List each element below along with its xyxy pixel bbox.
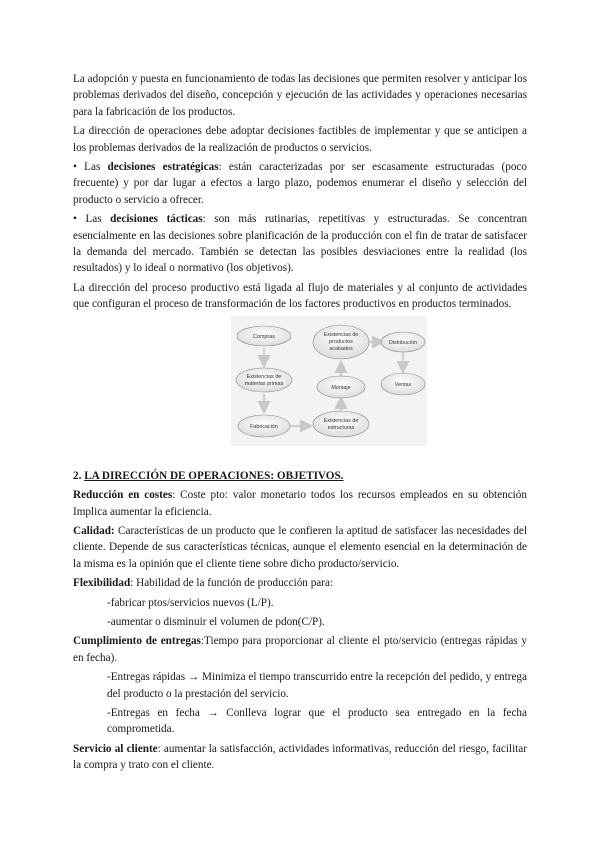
term-calidad: Calidad: — [73, 524, 115, 537]
term-servicio: Servicio al cliente — [73, 742, 158, 755]
paragraph-strategic — [73, 159, 527, 208]
term-costes: Reducción en costes — [73, 489, 173, 502]
node-existencias-pt — [313, 325, 369, 359]
servicio-text: : aumentar la satisfacción, actividades informativas, reducción del riesgo, facilitar la compra y trato con el cliente. — [73, 742, 527, 772]
strategic-text: : están caracterizadas por ser escasamente estructuradas (poco frecuente) y por dar lugar a efectos a largo plazo, podemos enumerar el diseño y selección del producto o servicio a ofrecer. — [73, 161, 527, 206]
paragraph-process: La dirección del proceso productivo está ligada al flujo de materiales y al conjunto de actividades que configuran el proceso de transformación de los factores productivos en productos terminados. — [73, 281, 527, 311]
node-existencias-mp — [236, 368, 292, 392]
node-distribucion-label: Distribución — [388, 339, 418, 346]
term-tactical: decisiones tácticas — [110, 213, 203, 226]
objective-costes — [73, 487, 527, 520]
paragraph-intro: La adopción y puesta en funcionamiento de todas las decisiones que permiten resolver y anticipar los problemas derivados del diseño, concepción y ejecución de las actividades y operaciones necesarias para la fabricación de los productos. — [73, 73, 527, 118]
node-fabricacion — [238, 415, 290, 437]
bullet-prefix: • Las — [73, 213, 111, 226]
section-2-title: LA DIRECCIÓN DE OPERACIONES: OBJETIVOS. — [84, 469, 344, 482]
node-existencias-est — [313, 411, 369, 437]
diagram-svg — [231, 316, 427, 446]
production-flow-diagram — [231, 316, 427, 446]
paragraph-decisions: La dirección de operaciones debe adoptar decisiones factibles de implementar y que se anticipen a los problemas derivados de la realización de productos o servicios. — [73, 125, 527, 154]
bullet-prefix: • Las — [73, 161, 108, 174]
node-existencias-est-label-1: Existencias de — [323, 417, 359, 424]
term-flexibilidad: Flexibilidad — [73, 577, 131, 590]
node-existencias-mp-label-2: materias primas — [244, 380, 284, 387]
entregas-item-2: -Entregas en fecha → Conlleva lograr que el producto sea entregado en la fecha comprometida. — [107, 706, 527, 736]
document-page — [73, 71, 527, 777]
node-montaje-label: Montaje — [331, 384, 351, 391]
node-ventas — [381, 373, 425, 395]
node-existencias-est-label-2: estructuras — [327, 424, 355, 431]
node-existencias-pt-label-2: productos — [329, 338, 353, 345]
production-flow-diagram-wrap — [73, 316, 527, 448]
node-distribucion — [381, 332, 425, 352]
node-ventas-label: Ventas — [394, 381, 412, 388]
flexibilidad-item-1: -fabricar ptos/servicios nuevos (L/P). — [107, 596, 274, 609]
objective-calidad — [73, 523, 527, 572]
term-strategic: decisiones estratégicas — [107, 161, 219, 174]
costes-text: : Coste pto: valor monetario todos los recursos empleados en su obtención Implica aumentar la eficiencia. — [73, 489, 527, 518]
node-montaje — [317, 376, 365, 398]
flexibilidad-item-2: -aumentar o disminuir el volumen de pdon(C/P). — [107, 615, 325, 628]
term-entregas: Cumplimiento de entregas — [73, 635, 201, 648]
objective-entregas — [73, 633, 527, 666]
entregas-item-1: -Entregas rápidas → Minimiza el tiempo transcurrido entre la recepción del pedido, y entrega del producto o la prestación del servicio. — [107, 671, 527, 700]
objective-flexibilidad — [73, 575, 527, 591]
tactical-text: : son más rutinarias, repetitivas y estructuradas. Se concentran esencialmente en las decisiones sobre planificación de la producción con el fin de tratar de satisfacer la demanda del mercado. También se detectan las posibles desviaciones entre la realidad (los resultados) y lo ideal o normativo (los objetivos). — [73, 213, 528, 275]
section-2-heading — [73, 468, 527, 484]
paragraph-tactical — [73, 211, 527, 277]
section-2-number: 2. — [73, 469, 85, 482]
flexibilidad-text: : Habilidad de la función de producción para: — [130, 577, 334, 590]
calidad-text: Características de un producto que le confieren la aptitud de satisfacer las necesidades del cliente. Depende de sus características técnicas, aunque el elemento esencial en la determinación de la misma es la opinión que el cliente tiene sobre dicho producto/servicio. — [73, 524, 527, 570]
node-existencias-pt-label-3: acabados — [329, 345, 353, 352]
entregas-text: :Tiempo para proporcionar al cliente el pto/servicio (entregas rápidas y en fecha). — [73, 635, 528, 664]
node-compras — [237, 326, 291, 346]
node-compras-label: Compras — [253, 333, 275, 340]
node-existencias-mp-label-1: Existencias de — [246, 373, 282, 380]
objective-servicio — [73, 741, 527, 774]
node-existencias-pt-label-1: Existencias de — [323, 331, 359, 338]
node-fabricacion-label: Fabricación — [250, 423, 278, 430]
